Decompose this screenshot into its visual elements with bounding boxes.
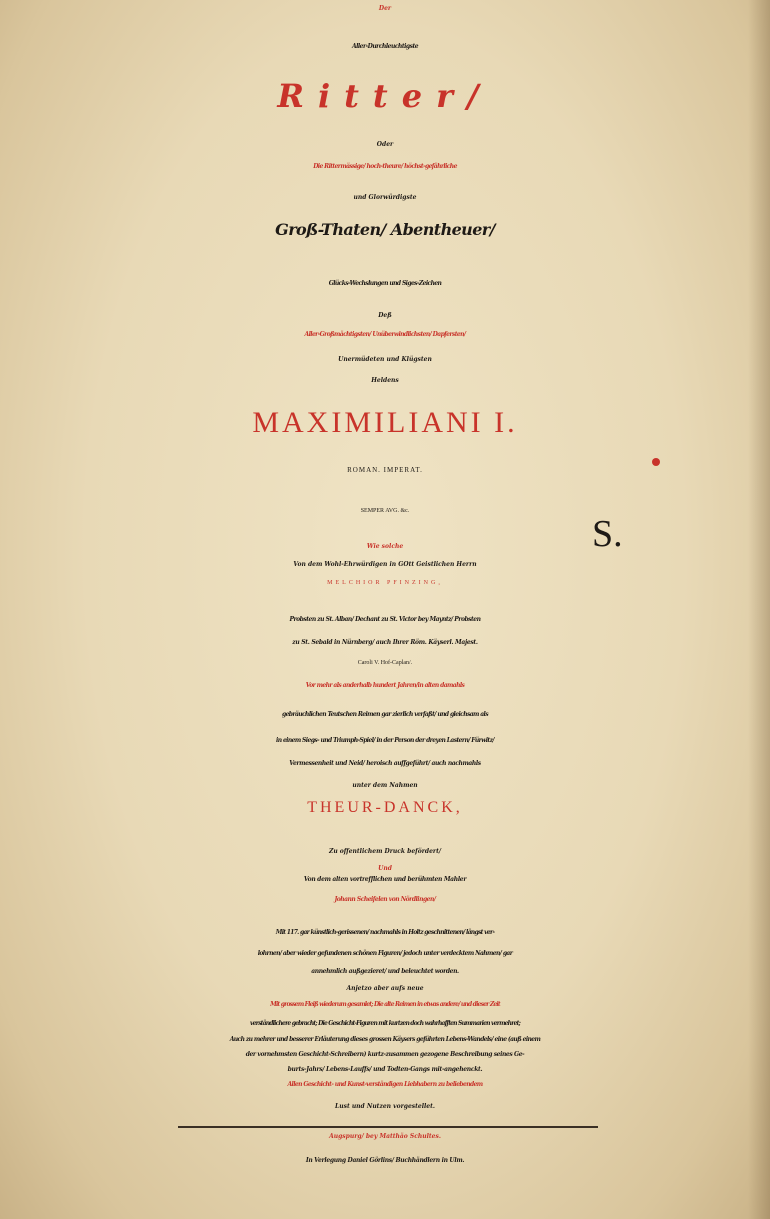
imprint-rule: [178, 1126, 598, 1128]
line-theur-danck: THEUR-DANCK,: [307, 799, 463, 816]
line-oder: Oder: [376, 141, 394, 148]
line-von-dem-alten: Von dem alten vortrefflichen und berühmten Mahler: [303, 876, 467, 883]
line-glorwuerdigste: und Glorwürdigste: [353, 194, 417, 201]
line-anjetzo: Anjetzo aber aufs neue: [346, 985, 424, 992]
line-vermessenheit: Vermessenheit und Neid/ heroisch auffgeführt/ auch nachmahls: [289, 760, 481, 767]
line-auch-zu-mehrer: Auch zu mehrer und besserer Erläuterung dieses grossen Käysers geführten Lebens-Wandels/ eine (auß einem: [229, 1036, 541, 1043]
line-johann-scheifelen: Johann Scheifelen von Nördlingen/: [334, 896, 436, 903]
line-gebraeuchlichen: gebräuchlichen Teutschen Reimen gar zierlich verfaßt/ und gleichsam als: [281, 711, 489, 718]
line-lust-und-nutzen: Lust und Nutzen vorgestellet.: [335, 1103, 435, 1110]
line-von-dem-wohl: Von dem Wohl-Ehrwürdigen in GOtt Geistlichen Herrn: [293, 561, 477, 568]
line-allen-geschicht: Allen Geschicht- und Kunst-verständigen Liebhabern zu beliebendem: [287, 1081, 483, 1088]
annotation-s: S.: [592, 513, 623, 555]
line-aller-grossmaechtigsten: Aller-Großmächtigsten/ Unüberwindlichsten/ Dapfersten/: [304, 331, 466, 338]
line-mit-grossem-fleiss: Mit grossem Fleiß wiederum gesamlet; Die alte Reimen in etwas andere/ und dieser Zeit: [270, 1001, 500, 1008]
line-gluecks-wechslungen: Glücks-Wechslungen und Siges-Zeichen: [328, 280, 442, 287]
line-lohrnen: lohrnen/ aber wieder gefundenen schönen Figuren/ jedoch unter verdecktem Nahmen/ gar: [257, 950, 513, 957]
line-melchior-pfinzing: MELCHIOR PFINZING,: [327, 580, 443, 586]
line-siegs-triumph: in einem Siegs- und Triumph-Spiel/ in der Person der dreyen Lastern/ Fürwitz/: [276, 737, 494, 744]
line-st-sebald: zu St. Sebald in Nürnberg/ auch Ihrer Röm. Käyserl. Majest.: [292, 639, 478, 646]
line-burts-jahrs: burts-Jahrs/ Lebens-Lauffs/ und Todten-Gangs mit-angehenckt.: [287, 1066, 483, 1073]
line-ritter: Ritter/: [277, 77, 493, 115]
line-augspurg: Augspurg/ bey Matthäo Schultes.: [329, 1133, 441, 1140]
line-dess: Deß: [378, 312, 392, 319]
line-maximiliani: MAXIMILIANI I.: [252, 406, 518, 439]
line-und: Und: [378, 865, 392, 872]
line-probsten: Probsten zu St. Alban/ Dechant zu St. Victor bey Mayntz/ Probsten: [289, 616, 481, 623]
line-aller-durchleuchtigste: Aller-Durchleuchtigste: [351, 43, 419, 50]
ink-dot: [652, 458, 660, 466]
line-verstaendlichere: verständlichere gebracht; Die Geschicht-Figuren mit kurtzen doch wahrhafften Summarien vermehret;: [250, 1020, 520, 1027]
line-unermuedeten: Unermüdeten und Klügsten: [338, 356, 432, 363]
line-der-vornehmsten: der vornehmsten Geschicht-Schreibern) kurtz-zusammen gezogene Beschreibung seines Ge-: [245, 1051, 525, 1058]
line-mit-117: Mit 117. gar künstlich-gerissenen/ nachmahls in Holtz geschnittenen/ längst ver-: [275, 929, 495, 936]
line-roman-imperat: ROMAN. IMPERAT.: [347, 466, 423, 474]
line-annehmlich: annehmlich außgezieret/ und beleuchtet worden.: [311, 968, 459, 975]
line-heldens: Heldens: [371, 377, 399, 384]
line-gross-thaten: Groß-Thaten/ Abentheuer/: [275, 220, 495, 239]
line-zu-offentlichem: Zu offentlichem Druck befördert/: [328, 848, 442, 855]
line-vor-mehr: Vor mehr als anderhalb hundert Jahren/in alten damahls: [305, 682, 465, 689]
line-rittermaessige: Die Rittermässige/ hoch-theure/ höchst-gefährliche: [313, 163, 457, 170]
line-der: Der: [378, 5, 392, 12]
line-caroli: Caroli V. Hof-Caplan/.: [357, 660, 413, 666]
line-in-verlegung: In Verlegung Daniel Görlins/ Buchhändlern in Ulm.: [305, 1157, 465, 1164]
line-wie-solche: Wie solche: [366, 543, 404, 550]
line-semper-avg: SEMPER AVG. &c.: [360, 508, 410, 514]
line-unter-dem-nahmen: unter dem Nahmen: [352, 782, 418, 789]
